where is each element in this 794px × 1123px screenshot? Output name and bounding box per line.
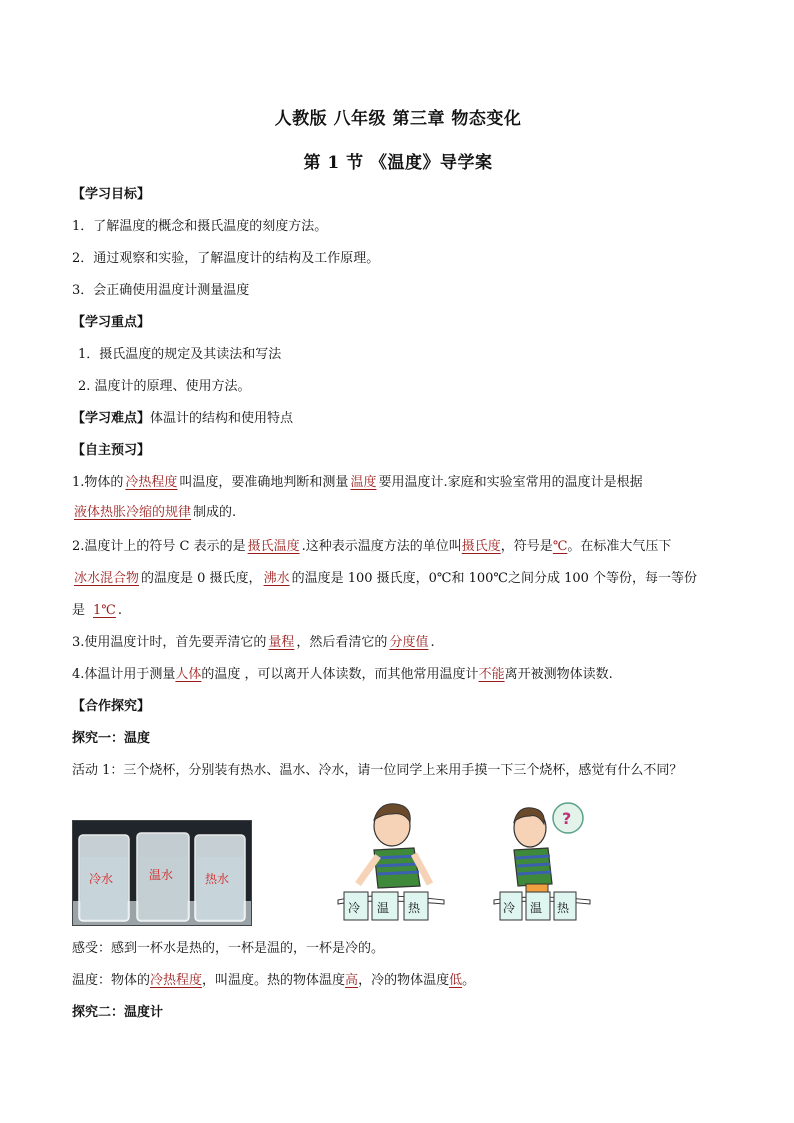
q4-text-d: 离开被测物体读数. [504,667,613,682]
goals-heading: 【学习目标】 [72,187,151,202]
preview-q2-line3 [72,602,122,620]
q2-text-f: 的温度是 0 摄氏度， [141,571,262,586]
preview-q2-line2 [72,570,697,588]
cup-label-warm: 温 [530,901,543,915]
answer-blank: 摄氏度 [461,539,501,554]
q3-text-a: 3.使用温度计时，首先要弄清它的 [72,635,267,650]
preview-heading: 【自主预习】 [72,443,151,458]
doc-subtitle: 第 1 节 《温度》导学案 [303,153,493,173]
beaker-label-hot: 热水 [205,872,230,886]
answer-blank: 低 [449,973,463,988]
explore-part2: 探究二：温度计 [72,1005,164,1020]
cup-label-warm: 温 [377,901,390,915]
question-mark-icon: ? [562,809,572,828]
q4-text-c: 的温度 ，可以离开人体读数，而其他常用温度计 [201,667,479,682]
difficulty-text: 体温计的结构和使用特点 [150,411,294,426]
answer-blank: 摄氏温度 [247,539,300,554]
q1-text-e: 制成的. [193,505,237,520]
answer-blank: 温度 [350,475,377,490]
answer-blank: ℃ [552,539,568,554]
q3-text-c: ，然后看清它的 [296,635,388,650]
answer-blank: 冷热程度 [150,973,203,988]
preview-q1-line2 [72,504,236,522]
temp-text-d: ，冷的物体温度 [358,973,450,988]
cup-label-cold: 冷 [503,901,516,915]
q2-text-h: 是 [72,603,86,618]
focus-item-1: 1．摄氏温度的规定及其读法和写法 [78,347,282,362]
answer-blank: 1℃ [93,603,116,618]
answer-blank: 量程 [268,635,295,650]
q1-text-a: 1.物体的 [72,475,124,490]
temp-text-e: 。 [462,973,476,988]
difficulty-heading: 【学习难点】 [72,411,151,426]
q2-text-g: 的温度是 100 摄氏度，0℃和 100℃之间分成 100 个等份，每一等份 [291,571,698,586]
q1-text-d: 要用温度计.家庭和实验室常用的温度计是根据 [378,475,643,490]
activity1-text: 活动 1：三个烧杯，分别装有热水、温水、冷水，请一位同学上来用手摸一下三个烧杯，感觉有什么不同？ [72,763,683,778]
answer-blank: 高 [345,973,359,988]
answer-blank: 沸水 [263,571,290,586]
temperature-definition [72,972,475,990]
answer-blank: 不能 [478,667,505,682]
q2-text-d: ，符号是 [500,539,553,554]
goal-item-3: 3．会正确使用温度计测量温度 [72,283,250,298]
focus-item-2: 2. 温度计的原理、使用方法。 [78,379,251,394]
preview-q2-line1 [72,538,671,556]
answer-blank: 冰水混合物 [74,571,140,586]
preview-q3 [72,634,435,652]
cup-label-hot: 热 [408,901,421,915]
beakers-photo [72,820,252,926]
beaker-label-cold: 冷水 [89,872,114,886]
q4-text-a: 4.体温计用于测量 [72,667,176,682]
q2-text-i: . [117,603,122,618]
q2-text-a: 2.温度计上的符号 C 表示的是 [72,539,246,554]
goal-item-1: 1．了解温度的概念和摄氏温度的刻度方法。 [72,219,328,234]
q1-text-c: 叫温度，要准确地判断和测量 [179,475,349,490]
focus-heading: 【学习重点】 [72,315,151,330]
boy-puzzled-illustration [492,800,592,925]
beaker-label-warm: 温水 [149,868,174,882]
preview-q1-line1 [72,474,643,492]
temp-text-c: ，叫温度。热的物体温度 [202,973,346,988]
preview-q4 [72,666,613,684]
explore-heading: 【合作探究】 [72,699,151,714]
q2-text-e: 。在标准大气压下 [567,539,672,554]
cup-label-cold: 冷 [348,901,361,915]
q3-text-d: . [430,635,435,650]
temp-text-a: 温度：物体的 [72,973,151,988]
answer-blank: 冷热程度 [125,475,178,490]
cup-label-hot: 热 [557,901,570,915]
answer-blank: 分度值 [389,635,429,650]
difficulty-line [72,410,293,428]
explore-part1: 探究一：温度 [72,731,151,746]
doc-title: 人教版 八年级 第三章 物态变化 [274,109,522,129]
boy-touching-cups-illustration [334,800,449,925]
q2-text-c: .这种表示温度方法的单位叫 [301,539,462,554]
answer-blank: 人体 [175,667,202,682]
feeling-text: 感受：感到一杯水是热的，一杯是温的，一杯是冷的。 [72,941,385,956]
answer-blank: 液体热胀冷缩的规律 [74,505,192,520]
goal-item-2: 2．通过观察和实验，了解温度计的结构及工作原理。 [72,251,380,266]
